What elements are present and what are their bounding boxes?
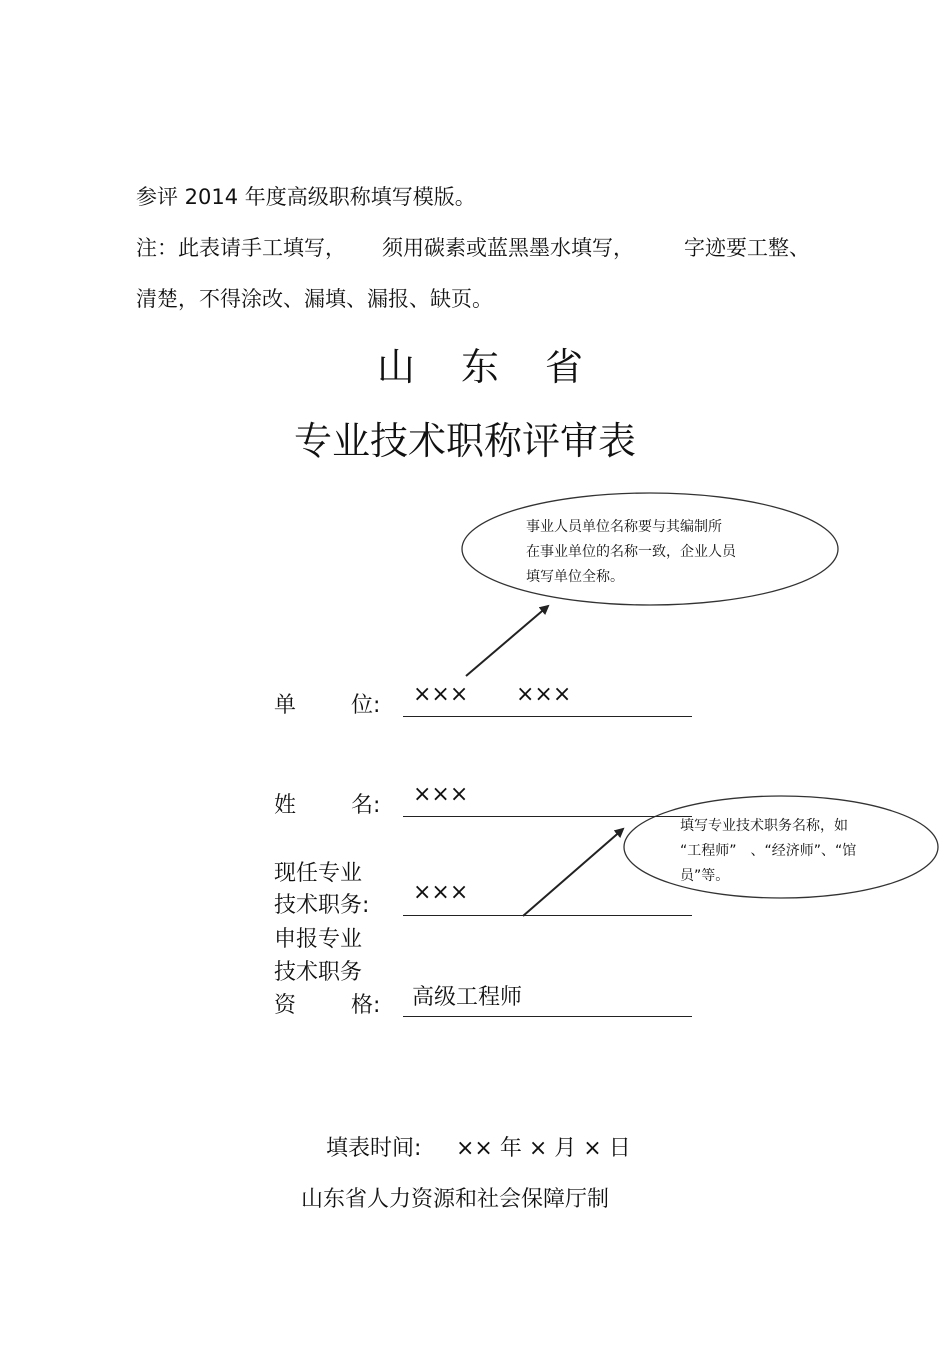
callout-right-line-2: “工程师” 、“经济师”、“馆 [680, 843, 857, 859]
intro-line-1: 参评 2014 年度高级职称填写模版。 [136, 185, 476, 209]
applied-title-value[interactable]: 高级工程师 [412, 985, 523, 1010]
current-title-label-line-2: 技术职务: [274, 893, 370, 918]
applied-title-label-line-3b: 格: [351, 993, 381, 1018]
current-title-underline [403, 915, 692, 916]
name-value[interactable]: ××× [413, 782, 469, 807]
callout-right-arrow [523, 829, 623, 916]
callout-top-line-3: 填写单位全称。 [526, 569, 624, 585]
callout-right-line-1: 填写专业技术职务名称，如 [680, 818, 848, 834]
intro-line-2a: 注：此表请手工填写， [136, 236, 346, 260]
title-province-char-2: 东 [461, 345, 500, 389]
applied-title-label-line-2: 技术职务 [274, 960, 363, 985]
applied-title-label-line-1: 申报专业 [274, 927, 363, 952]
title-province-char-1: 山 [377, 345, 416, 389]
intro-line-2c: 字迹要工整、 [684, 236, 810, 260]
current-title-value[interactable]: ××× [413, 880, 469, 905]
unit-value-b[interactable]: ××× [516, 682, 572, 707]
current-title-label-line-1: 现任专业 [274, 861, 363, 886]
fill-date-label: 填表时间: [326, 1136, 422, 1161]
name-underline [403, 816, 692, 817]
applied-title-underline [403, 1016, 692, 1017]
form-title: 专业技术职称评审表 [294, 419, 637, 463]
unit-label-a: 单 [274, 693, 297, 718]
intro-line-2b: 须用碳素或蓝黑墨水填写， [382, 236, 634, 260]
title-province-char-3: 省 [545, 345, 584, 389]
fill-date-value[interactable]: ×× 年 × 月 × 日 [456, 1136, 631, 1161]
unit-value-a[interactable]: ××× [413, 682, 469, 707]
callout-right-line-3: 员”等。 [680, 868, 730, 884]
name-label-b: 名: [351, 793, 381, 818]
intro-line-3: 清楚，不得涂改、漏填、漏报、缺页。 [136, 287, 493, 311]
name-label-a: 姓 [274, 793, 297, 818]
applied-title-label-line-3a: 资 [274, 993, 297, 1018]
callout-top-line-2: 在事业单位的名称一致，企业人员 [526, 544, 736, 560]
callout-right-text [680, 814, 856, 889]
callout-top-arrow [466, 606, 548, 676]
issuer-text: 山东省人力资源和社会保障厅制 [301, 1187, 610, 1212]
unit-label-b: 位: [351, 693, 381, 718]
callout-top-line-1: 事业人员单位名称要与其编制所 [526, 519, 722, 535]
unit-underline [403, 716, 692, 717]
callout-top-text [526, 515, 736, 590]
